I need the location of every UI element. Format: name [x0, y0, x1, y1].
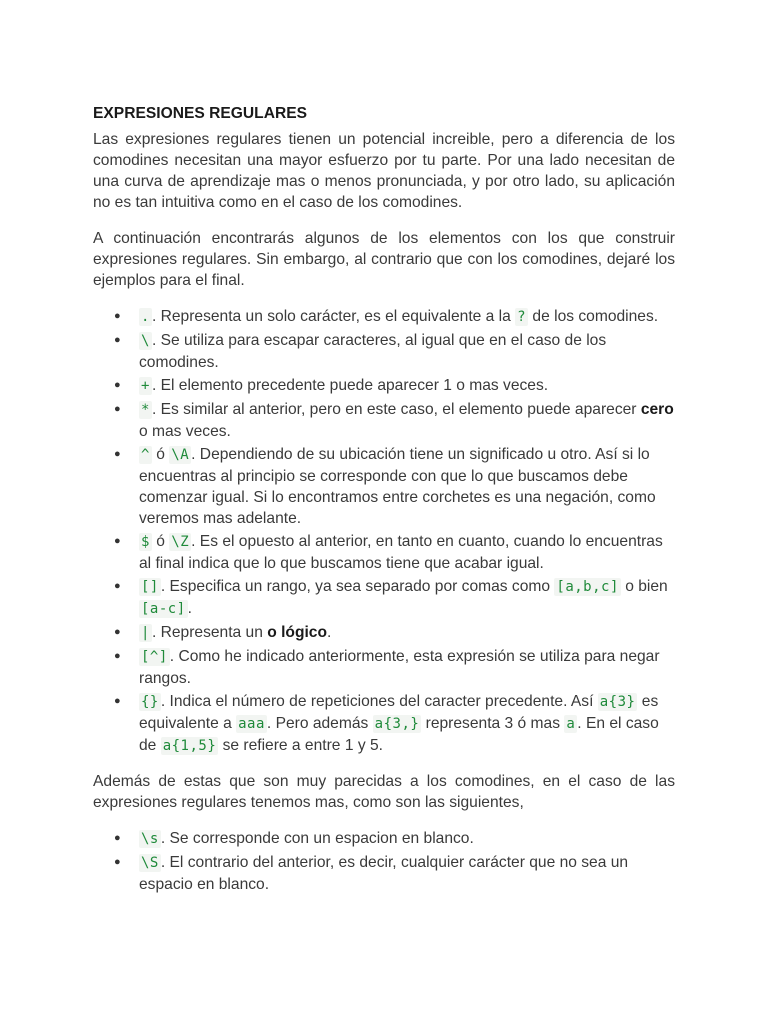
- list-item: ● \ . Se utiliza para escapar caracteres, al igual que en el caso de los comodines.: [139, 330, 675, 373]
- list-item: ● \S . El contrario del anterior, es decir, cualquier carácter que no sea un espacio en blanco.: [139, 852, 675, 895]
- code-snippet: [^]: [141, 649, 168, 665]
- code-snippet: \Z: [171, 534, 190, 550]
- regex-elements-list: [93, 306, 675, 757]
- code-snippet: aaa: [238, 716, 265, 732]
- page-title: EXPRESIONES REGULARES: [93, 105, 308, 122]
- code-snippet: +: [141, 378, 150, 394]
- code-snippet: ^: [141, 447, 150, 463]
- elements-paragraph: A continuación encontrarás algunos de los elementos con los que construir expresiones regulares. Sin embargo, al contrario que con los comodines, dejaré los ejemplos para el final.: [93, 230, 675, 289]
- list-item: ● [] . Especifica un rango, ya sea separado por comas como [a,b,c] o bien [a-c] .: [139, 576, 675, 620]
- intro-paragraph: Las expresiones regulares tienen un potencial increible, pero a diferencia de los comodines necesitan una mayor esfuerzo por tu parte. Por una lado necesitan de una curva de aprendizaje mas o menos pronunciada, y por otro lado, su aplicación no es tan intuitiva como en el caso de los comodines.: [93, 131, 675, 211]
- list-item: ● {} . Indica el número de repeticiones del caracter precedente. Así a{3} es equivalente a aaa . Pero además a{3,} representa 3 ó mas a . En el caso de a{1,5} se refiere a entre 1 y 5.: [139, 691, 675, 757]
- code-snippet: a{1,5}: [162, 738, 217, 754]
- list-item: ● ^ ó \A . Dependiendo de su ubicación tiene un significado u otro. Así si lo encuentras al principio se corresponde con que lo que buscamos debe comenzar igual. Si lo encontramos entre corchetes es una negación, como veremos mas adelante.: [139, 444, 675, 529]
- code-snippet: [a,b,c]: [556, 579, 619, 595]
- code-snippet: $: [141, 534, 150, 550]
- code-snippet: .: [141, 309, 150, 325]
- code-snippet: {}: [141, 694, 159, 710]
- code-snippet: \: [141, 333, 150, 349]
- document-page: [93, 103, 675, 897]
- code-snippet: \s: [141, 831, 159, 847]
- list-item: ● * . Es similar al anterior, pero en este caso, el elemento puede aparecer cero o mas veces.: [139, 399, 675, 442]
- code-snippet: a{3}: [599, 694, 636, 710]
- code-snippet: \S: [141, 855, 159, 871]
- list-item: ● [^] . Como he indicado anteriormente, esta expresión se utiliza para negar rangos.: [139, 646, 675, 689]
- list-item: ● | . Representa un o lógico.: [139, 622, 675, 644]
- list-item: ● . . Representa un solo carácter, es el equivalente a la ? de los comodines.: [139, 306, 675, 328]
- list-item: ● + . El elemento precedente puede aparecer 1 o mas veces.: [139, 375, 675, 397]
- code-snippet: |: [141, 625, 150, 641]
- additional-paragraph: Además de estas que son muy parecidas a los comodines, en el caso de las expresiones regulares tenemos mas, como son las siguientes,: [93, 773, 675, 811]
- code-snippet: a: [566, 716, 576, 732]
- code-snippet: []: [141, 579, 159, 595]
- bold-text: cero: [640, 401, 674, 418]
- code-snippet: ?: [517, 309, 527, 325]
- additional-elements-list: [93, 828, 675, 895]
- list-item: ● \s . Se corresponde con un espacion en blanco.: [139, 828, 675, 850]
- code-snippet: a{3,}: [374, 716, 420, 732]
- code-snippet: \A: [171, 447, 190, 463]
- list-item: ● $ ó \Z . Es el opuesto al anterior, en tanto en cuanto, cuando lo encuentras al final indica que lo que buscamos tiene que acabar igual.: [139, 531, 675, 574]
- bold-text: o lógico: [267, 624, 328, 641]
- code-snippet: [a-c]: [141, 601, 186, 617]
- code-snippet: *: [141, 402, 150, 418]
